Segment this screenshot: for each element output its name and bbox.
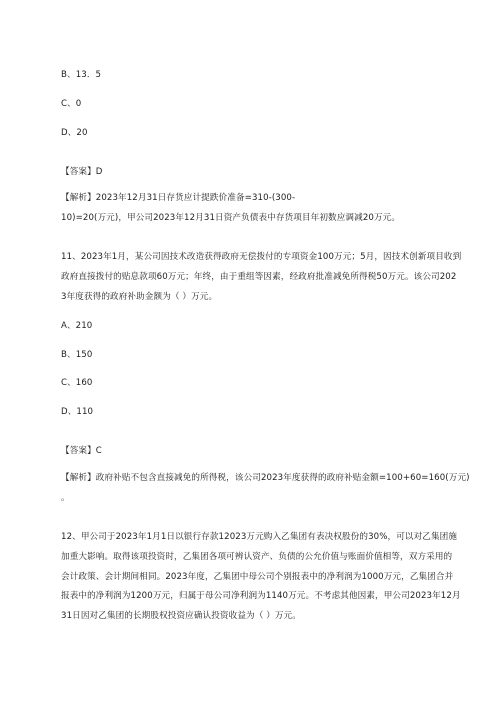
question-stem-line: 11、2023年1月，某公司因技术改造获得政府无偿拨付的专项资金100万元；5月，因技术创新项目收到 — [61, 252, 462, 262]
option-a: A、210 — [61, 321, 93, 331]
answer-label: 【答案】D — [61, 167, 103, 177]
question-stem-line: 12、甲公司于2023年1月1日以银行存款12023万元购入乙集团有表决权股份的30%，可以对乙集团施 — [61, 532, 458, 542]
option-b: B、13．5 — [61, 70, 102, 80]
analysis-line: 。 — [61, 493, 70, 503]
option-d: D、20 — [61, 128, 88, 138]
analysis-line: 【解析】2023年12月31日存货应计提跌价准备=310-(300- — [61, 193, 296, 203]
answer-label: 【答案】C — [61, 446, 102, 456]
option-c: C、160 — [61, 378, 93, 388]
question-stem-line: 加重大影响。取得该项投资时，乙集团各项可辨认资产、负债的公允价值与账面价值相等，双方采用的 — [61, 552, 453, 562]
analysis-line: 10)=20(万元)，甲公司2023年12月31日资产负债表中存货项目年初数应调减20万元。 — [61, 213, 401, 223]
question-stem-line: 会计政策、会计期间相同。2023年度，乙集团中母公司个别报表中的净利润为1000万元，乙集团合并 — [61, 572, 454, 582]
option-c: C、0 — [61, 99, 82, 109]
question-stem-line: 31日因对乙集团的长期股权投资应确认投资收益为（ ）万元。 — [61, 611, 302, 621]
question-stem-line: 报表中的净利润为1200万元，归属于母公司净利润为1140万元。不考虑其他因素，甲公司2023年12月 — [61, 591, 461, 601]
question-stem-line: 3年度获得的政府补助金额为（ ）万元。 — [61, 292, 218, 302]
option-d: D、110 — [61, 407, 94, 417]
analysis-line: 【解析】政府补贴不包含直接减免的所得税，该公司2023年度获得的政府补贴金额=100+60=160(万元) — [61, 473, 470, 483]
option-b: B、150 — [61, 350, 93, 360]
question-stem-line: 政府直接拨付的贴息款项60万元；年终，由于重组等因素，经政府批准减免所得税50万元。该公司202 — [61, 272, 457, 282]
